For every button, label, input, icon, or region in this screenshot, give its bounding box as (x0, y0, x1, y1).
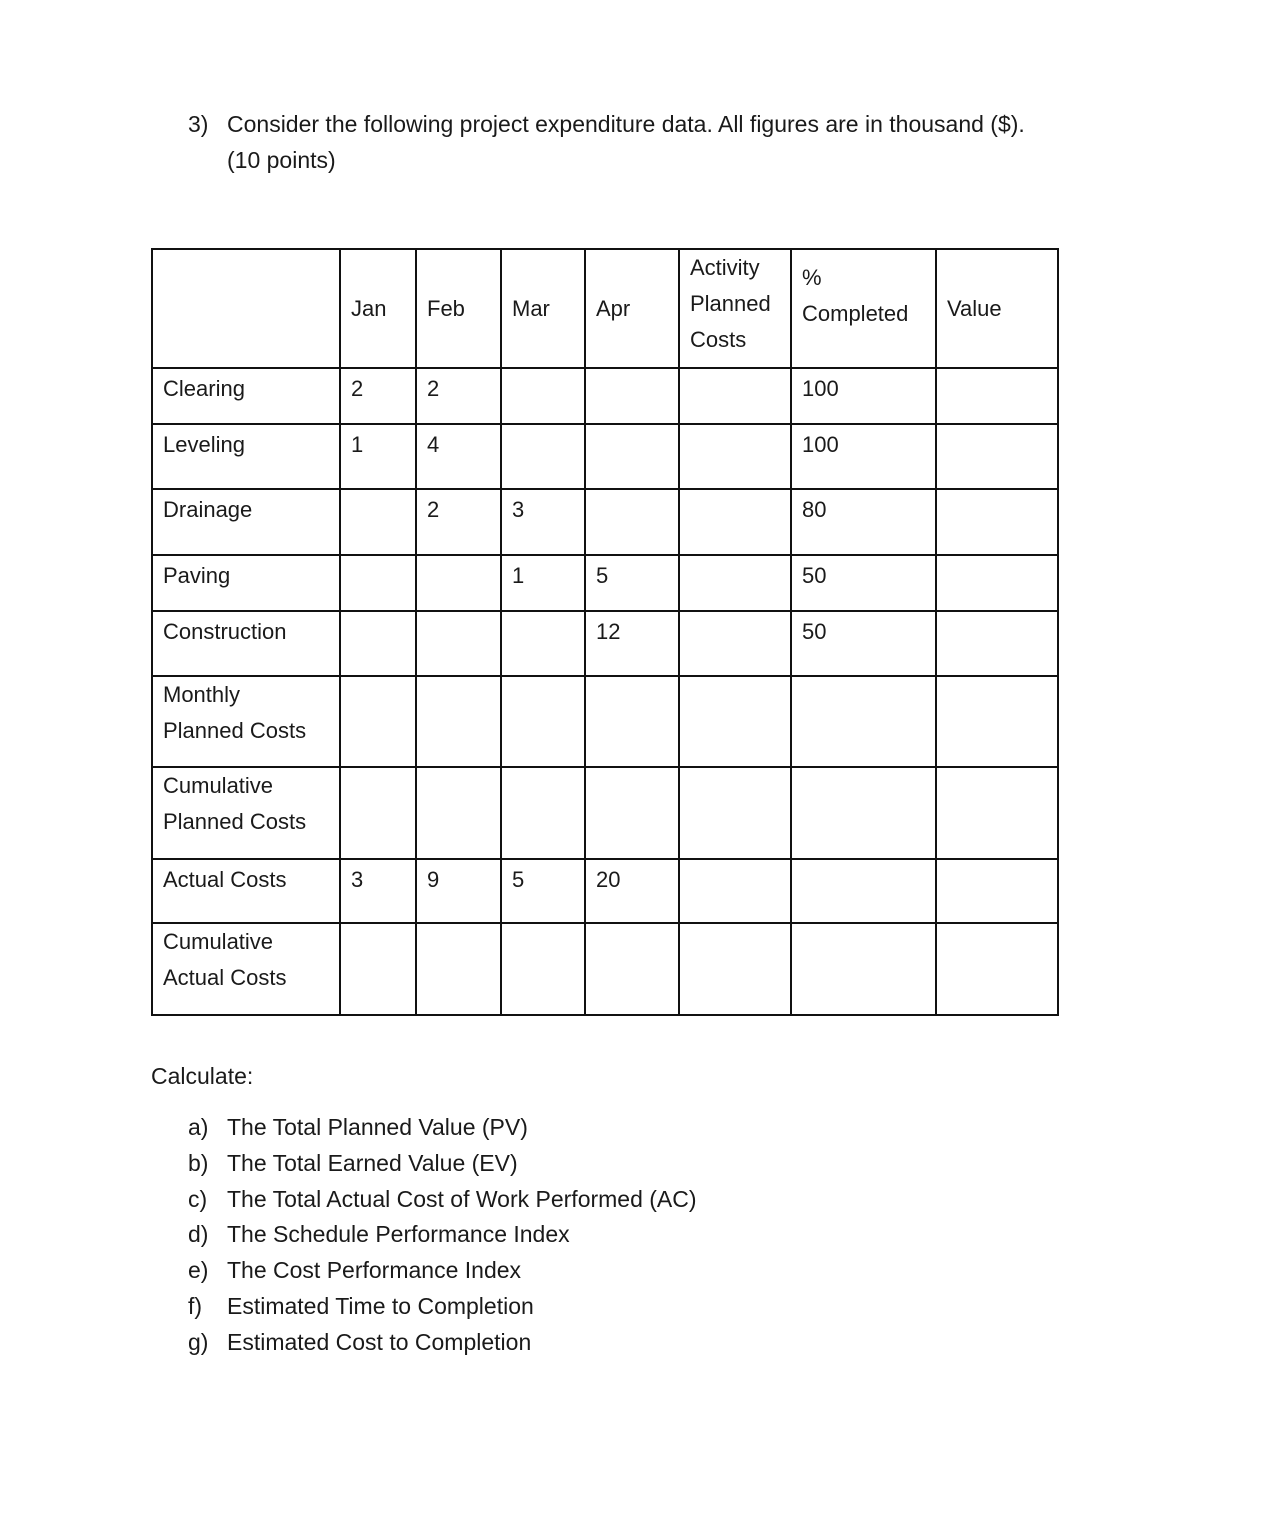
table-row (152, 368, 1058, 424)
list-item (188, 1325, 697, 1361)
row-label-line: Cumulative (163, 773, 274, 798)
list-item-text: The Total Earned Value (EV) (227, 1149, 518, 1176)
cell-feb: 2 (416, 368, 501, 424)
cell-feb (416, 767, 501, 859)
list-item-letter: c) (188, 1185, 208, 1212)
header-pct-line-1: % (802, 265, 822, 290)
row-label-line: Actual Costs (163, 965, 287, 990)
list-item (188, 1289, 697, 1325)
header-activity (152, 249, 340, 368)
list-item-text: The Schedule Performance Index (227, 1221, 570, 1248)
list-item-letter: b) (188, 1149, 209, 1176)
cell-jan (340, 923, 416, 1015)
question-text-line-2: (10 points) (227, 147, 336, 173)
question-text-line-1: Consider the following project expenditure data. All figures are in thousand ($). (227, 111, 1025, 137)
list-item (188, 1217, 697, 1253)
cell-pct: 50 (791, 611, 936, 676)
header-mar: Mar (501, 249, 585, 368)
cell-value (936, 611, 1058, 676)
cell-value (936, 555, 1058, 611)
list-item-letter: a) (188, 1114, 209, 1140)
cell-pct (791, 923, 936, 1015)
header-jan: Jan (340, 249, 416, 368)
cell-feb (416, 676, 501, 767)
cell-mar (501, 676, 585, 767)
cell-jan (340, 555, 416, 611)
list-item-text: Estimated Cost to Completion (227, 1328, 532, 1355)
header-apr: Apr (585, 249, 679, 368)
cell-feb: 4 (416, 424, 501, 489)
cell-jan (340, 611, 416, 676)
header-apc-line-2: Planned (690, 291, 771, 316)
cell-feb: 2 (416, 489, 501, 555)
cell-apr (585, 923, 679, 1015)
cell-mar: 5 (501, 859, 585, 923)
header-value: Value (936, 249, 1058, 368)
cell-mar: 3 (501, 489, 585, 555)
header-pct-completed (791, 249, 936, 368)
row-label-line: Drainage (163, 497, 253, 522)
row-label (152, 676, 340, 767)
cell-value (936, 923, 1058, 1015)
table-row (152, 611, 1058, 676)
cell-apc (679, 611, 791, 676)
list-item (188, 1182, 697, 1218)
list-item-text: The Total Planned Value (PV) (227, 1114, 528, 1140)
list-item-letter: e) (188, 1257, 209, 1284)
row-label (152, 859, 340, 923)
cell-apc (679, 676, 791, 767)
cell-mar (501, 611, 585, 676)
cell-jan: 1 (340, 424, 416, 489)
row-label-line: Paving (163, 563, 231, 588)
table-row (152, 767, 1058, 859)
cell-value (936, 859, 1058, 923)
table-row (152, 555, 1058, 611)
row-label-line: Planned Costs (163, 718, 307, 743)
header-row (152, 249, 1058, 368)
cell-jan (340, 676, 416, 767)
list-item-letter: g) (188, 1328, 209, 1355)
cell-pct (791, 767, 936, 859)
cell-apc (679, 859, 791, 923)
cell-apr (585, 489, 679, 555)
cell-feb (416, 611, 501, 676)
row-label (152, 923, 340, 1015)
header-pct-line-2: Completed (802, 301, 909, 326)
cell-jan (340, 489, 416, 555)
cell-apc (679, 368, 791, 424)
question-heading (188, 106, 1148, 178)
row-label-line: Leveling (163, 432, 245, 457)
list-item-text: Estimated Time to Completion (227, 1292, 534, 1319)
table-row (152, 676, 1058, 767)
table-row (152, 424, 1058, 489)
row-label-line: Cumulative (163, 929, 274, 954)
cell-apc (679, 923, 791, 1015)
header-apc-line-1: Activity (690, 255, 760, 280)
header-apc-line-3: Costs (690, 327, 747, 352)
cell-pct (791, 859, 936, 923)
calculate-label: Calculate: (151, 1063, 254, 1089)
cell-jan: 3 (340, 859, 416, 923)
cell-jan (340, 767, 416, 859)
cell-feb: 9 (416, 859, 501, 923)
cell-value (936, 424, 1058, 489)
cell-pct: 100 (791, 368, 936, 424)
cell-mar (501, 767, 585, 859)
calculate-list (188, 1110, 697, 1361)
list-item (188, 1110, 697, 1146)
cell-pct: 50 (791, 555, 936, 611)
cell-pct: 80 (791, 489, 936, 555)
list-item-letter: f) (188, 1292, 203, 1319)
row-label-line: Planned Costs (163, 809, 307, 834)
row-label (152, 555, 340, 611)
expenditure-table (151, 248, 1059, 1016)
list-item (188, 1146, 697, 1182)
cell-apc (679, 555, 791, 611)
row-label (152, 368, 340, 424)
row-label-line: Actual Costs (163, 867, 287, 892)
cell-value (936, 368, 1058, 424)
cell-mar: 1 (501, 555, 585, 611)
table-row (152, 859, 1058, 923)
cell-pct (791, 676, 936, 767)
cell-apr (585, 368, 679, 424)
cell-feb (416, 923, 501, 1015)
cell-feb (416, 555, 501, 611)
list-item-text: The Total Actual Cost of Work Performed (AC) (227, 1185, 697, 1212)
cell-apr (585, 676, 679, 767)
cell-apr (585, 767, 679, 859)
row-label (152, 424, 340, 489)
cell-mar (501, 368, 585, 424)
header-feb: Feb (416, 249, 501, 368)
table-row (152, 923, 1058, 1015)
cell-pct: 100 (791, 424, 936, 489)
row-label (152, 767, 340, 859)
table-row (152, 489, 1058, 555)
cell-value (936, 676, 1058, 767)
header-activity-planned-costs (679, 249, 791, 368)
row-label (152, 611, 340, 676)
list-item (188, 1253, 697, 1289)
row-label (152, 489, 340, 555)
cell-mar (501, 923, 585, 1015)
cell-apr: 12 (585, 611, 679, 676)
list-item-text: The Cost Performance Index (227, 1257, 522, 1284)
cell-apr (585, 424, 679, 489)
cell-apr: 5 (585, 555, 679, 611)
question-number: 3) (188, 111, 209, 137)
row-label-line: Construction (163, 619, 287, 644)
cell-apc (679, 424, 791, 489)
cell-value (936, 489, 1058, 555)
cell-mar (501, 424, 585, 489)
cell-apr: 20 (585, 859, 679, 923)
cell-apc (679, 767, 791, 859)
cell-jan: 2 (340, 368, 416, 424)
cell-apc (679, 489, 791, 555)
list-item-letter: d) (188, 1221, 209, 1248)
row-label-line: Monthly (163, 682, 241, 707)
row-label-line: Clearing (163, 376, 245, 401)
cell-value (936, 767, 1058, 859)
